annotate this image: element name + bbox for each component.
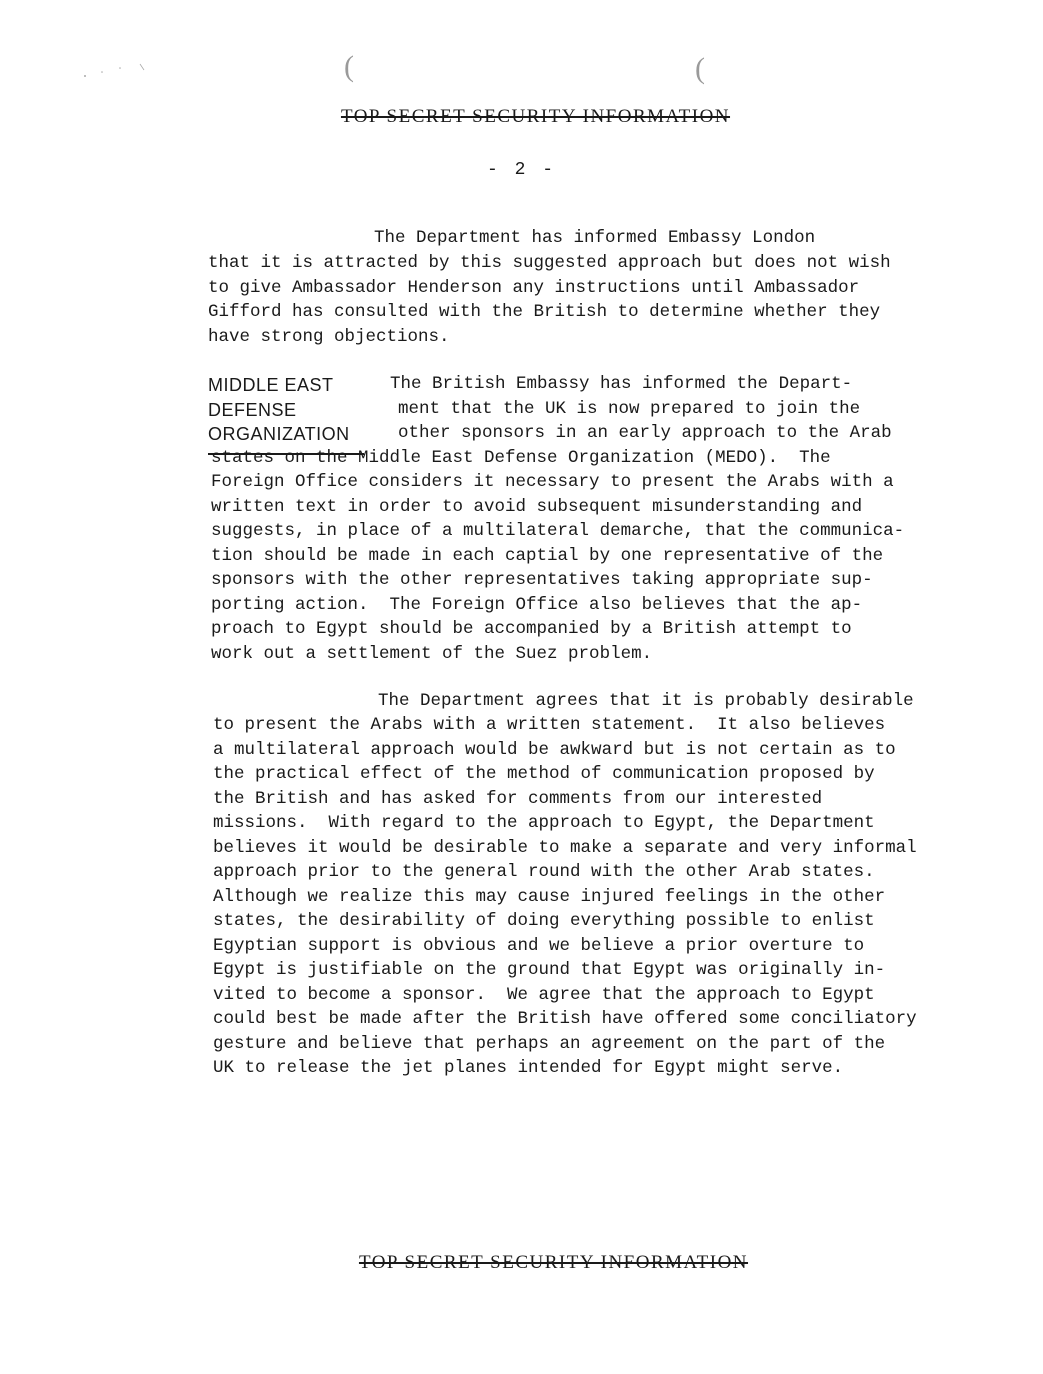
text-line: ment that the UK is now prepared to join the [398, 399, 861, 419]
text-line: Although we realize this may cause injured feelings in the other [213, 887, 886, 907]
text-line: to present the Arabs with a written statement. It also believes [213, 715, 886, 735]
side-heading-line: ORGANIZATION [208, 424, 350, 444]
text-line: other sponsors in an early approach to the Arab [398, 423, 892, 443]
side-heading-line: MIDDLE EAST [208, 375, 334, 395]
text-line: a multilateral approach would be awkward but is not certain as to [213, 740, 896, 760]
text-line: approach prior to the general round with the other Arab states. [213, 862, 875, 882]
text-line: UK to release the jet planes intended for Egypt might serve. [213, 1058, 844, 1078]
text-line: vited to become a sponsor. We agree that the approach to Egypt [213, 985, 875, 1005]
text-line: that it is attracted by this suggested approach but does not wish [208, 253, 891, 273]
text-line: Gifford has consulted with the British to determine whether they [208, 302, 881, 322]
bottom-classification-marking: TOP SECRET SECURITY INFORMATION [358, 1252, 749, 1273]
text-line: missions. With regard to the approach to Egypt, the Department [213, 813, 875, 833]
text-line: Egyptian support is obvious and we believe a prior overture to [213, 936, 865, 956]
hole-punch-mark-right: ( [695, 52, 705, 85]
text-line: The Department agrees that it is probably desirable [378, 691, 914, 711]
text-line: to give Ambassador Henderson any instructions until Ambassador [208, 278, 860, 298]
text-line: the British and has asked for comments from our interested [213, 789, 823, 809]
page-number: - 2 - [486, 160, 556, 180]
text-line: sponsors with the other representatives taking appropriate sup- [211, 570, 873, 590]
text-line: the practical effect of the method of communication proposed by [213, 764, 875, 784]
side-heading-line: DEFENSE [208, 400, 297, 420]
text-line: states on the Middle East Defense Organization (MEDO). The [211, 448, 831, 468]
text-line: have strong objections. [208, 327, 450, 347]
text-line: The Department has informed Embassy London [374, 228, 816, 248]
text-line: written text in order to avoid subsequent misunderstanding and [211, 497, 863, 517]
text-line: could best be made after the British have offered some conciliatory [213, 1009, 917, 1029]
text-line: work out a settlement of the Suez problem. [211, 644, 653, 664]
text-line: gesture and believe that perhaps an agreement on the part of the [213, 1034, 886, 1054]
text-line: porting action. The Foreign Office also believes that the ap- [211, 595, 863, 615]
text-line: Foreign Office considers it necessary to present the Arabs with a [211, 472, 894, 492]
text-line: states, the desirability of doing everything possible to enlist [213, 911, 875, 931]
text-line: Egypt is justifiable on the ground that Egypt was originally in- [213, 960, 886, 980]
hole-punch-mark-left: ( [344, 50, 354, 83]
text-line: The British Embassy has informed the Depart- [390, 374, 853, 394]
text-line: proach to Egypt should be accompanied by a British attempt to [211, 619, 852, 639]
text-line: believes it would be desirable to make a separate and very informal [213, 838, 917, 858]
text-line: suggests, in place of a multilateral demarche, that the communica- [211, 521, 905, 541]
top-classification-marking: TOP SECRET SECURITY INFORMATION [340, 106, 731, 127]
scan-speck-marks [80, 62, 150, 82]
text-line: tion should be made in each captial by one representative of the [211, 546, 884, 566]
